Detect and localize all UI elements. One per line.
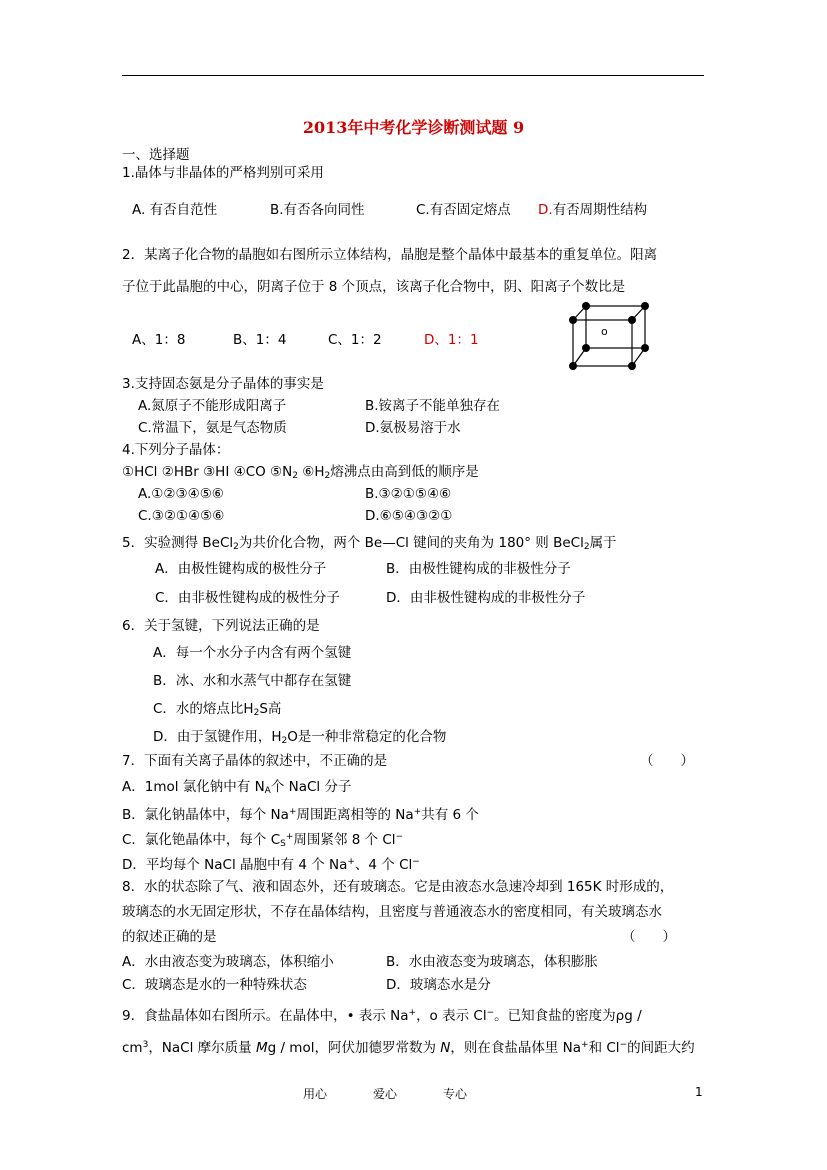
q6-option-c [153, 700, 281, 722]
q7-text: B．氯化钠晶体中，每个 Na [122, 807, 289, 823]
q5-option-c: C．由非极性键构成的极性分子 [155, 590, 340, 606]
q6-d-text: D．由于氢键作用，H [153, 729, 282, 745]
anion-vertex [641, 302, 649, 310]
q6-d-text: O是一种非常稳定的化合物 [287, 729, 447, 745]
q6-sub: 2 [253, 708, 260, 718]
section-heading: 一、选择题 [122, 147, 190, 163]
page-number: 1 [695, 1085, 703, 1099]
q7-option-c [122, 828, 403, 853]
q7-text: 个 NaCl 分子 [270, 779, 352, 795]
q8-line-2: 玻璃态的水无固定形状，不存在晶体结构，且密度与普通液态水的密度相同，有关玻璃态水 [122, 904, 662, 920]
q5-sub: 2 [233, 542, 239, 552]
q4-stem: 4.下列分子晶体： [122, 442, 230, 458]
q7-sup: − [395, 832, 404, 842]
q9-text: g / mol，阿伏加德罗常数为 [267, 1040, 441, 1056]
q4-option-c: C.③②①④⑤⑥ [138, 508, 225, 524]
q3-stem: 3.支持固态氨是分子晶体的事实是 [122, 376, 324, 392]
q6-option-d [153, 728, 446, 750]
q7-option-a [122, 778, 351, 800]
q5-option-d: D．由非极性键构成的非极性分子 [386, 590, 586, 606]
q7-text: 共有 6 个 [421, 807, 479, 823]
q7-option-b [122, 803, 479, 824]
q2-option-d: D、1：1 [424, 332, 479, 348]
q5-sub: 2 [583, 542, 590, 552]
q7-text: 周围紧邻 8 个 Cl [293, 832, 396, 848]
q5-text: 5．实验测得 BeCl [122, 535, 234, 551]
q9-text: ，NaCl 摩尔质量 [148, 1040, 256, 1056]
anion-vertex [628, 316, 636, 324]
q7-text: 、4 个 Cl [354, 857, 413, 873]
q8-option-c: C．玻璃态是水的一种特殊状态 [122, 977, 307, 993]
anion-vertex [582, 302, 590, 310]
q6-c-text: S高 [259, 701, 282, 717]
q9-sup: − [619, 1040, 628, 1050]
q5-stem [122, 534, 617, 556]
q4-option-d: D.⑥⑤④③②① [365, 508, 453, 524]
anion-vertex [582, 344, 590, 352]
q4-molecule-list [122, 463, 479, 485]
q7-text: 周围距离相等的 Na [296, 807, 414, 823]
q9-sup: − [486, 1008, 495, 1018]
q6-stem: 6．关于氢键，下列说法正确的是 [122, 618, 320, 634]
q9-line-1 [122, 1004, 642, 1025]
q9-text: 的间距大约 [627, 1040, 695, 1056]
q9-text: ，则在食盐晶体里 Na [450, 1040, 582, 1056]
q3-option-b: B.铵离子不能单独存在 [365, 398, 501, 414]
footer-text-c: 专心 [443, 1087, 468, 1101]
q8-option-a: A．水由液态变为玻璃态，体积缩小 [122, 954, 334, 970]
crystal-cell-diagram [560, 292, 656, 376]
q1-option-b: B.有否各向同性 [270, 202, 365, 218]
q2-line-2: 子位于此晶胞的中心，阴离子位于 8 个顶点，该离子化合物中，阴、阳离子个数比是 [122, 279, 626, 295]
q4-list-part: ①HCl ②HBr ③HI ④CO ⑤N [122, 464, 293, 480]
q4-sub: 2 [292, 471, 298, 481]
q1-option-d [538, 201, 647, 219]
q6-option-b: B．冰、水和水蒸气中都存在氢键 [153, 673, 352, 689]
q7-text: A．1mol 氯化钠中有 N [122, 779, 265, 795]
q5-option-b: B．由极性键构成的非极性分子 [386, 561, 571, 577]
page-title: 2013年中考化学诊断测试题 9 [302, 118, 525, 137]
q5-text: 为共价化合物，两个 Be—Cl 键间的夹角为 180° 则 BeCl [238, 535, 584, 551]
q3-option-a: A.氮原子不能形成阳离子 [138, 398, 287, 414]
q7-sup: + [347, 857, 355, 867]
q9-text: cm [122, 1040, 143, 1056]
q5-option-a: A．由极性键构成的极性分子 [155, 561, 327, 577]
q4-list-part: 熔沸点由高到低的顺序是 [330, 464, 479, 480]
footer-text-a: 用心 [303, 1087, 328, 1101]
q9-sup: + [581, 1040, 589, 1050]
q9-text: ，o 表示 Cl [416, 1008, 487, 1024]
q7-answer-blank: （ ） [640, 753, 694, 769]
q8-line-3: 的叙述正确的是 [122, 929, 217, 945]
q1-option-d-text: 有否周期性结构 [552, 202, 648, 218]
q3-option-d: D.氨极易溶于水 [365, 420, 461, 436]
q9-text: 和 Cl [588, 1040, 620, 1056]
q7-stem: 7．下面有关离子晶体的叙述中，不正确的是 [122, 753, 388, 769]
q8-option-b: B．水由液态变为玻璃态，体积膨胀 [386, 954, 598, 970]
q2-option-b: B、1：4 [233, 332, 287, 348]
q7-sub: S [280, 839, 286, 849]
anion-vertex [569, 316, 577, 324]
q1-answer-letter: D. [538, 202, 553, 218]
cation-center-label: o [601, 325, 608, 338]
q2-option-a: A、1：8 [132, 332, 186, 348]
footer-text-b: 爱心 [373, 1087, 398, 1101]
q8-option-d: D．玻璃态水是分 [386, 977, 491, 993]
q4-list-part: ⑥H [298, 464, 325, 480]
anion-vertex [569, 362, 577, 370]
q3-option-c: C.常温下，氨是气态物质 [138, 420, 287, 436]
q9-text: 。已知食盐的密度为ρg / [494, 1008, 642, 1024]
q4-option-b: B.③②①⑤④⑥ [365, 486, 452, 502]
q8-line-1: 8．水的状态除了气、液和固态外，还有玻璃态。它是由液态水急速冷却到 165K 时形成的， [122, 879, 674, 895]
q7-sub: A [264, 786, 271, 796]
q4-option-a: A.①②③④⑤⑥ [138, 486, 224, 502]
q9-sup: + [408, 1008, 417, 1018]
q7-sup: − [412, 857, 420, 867]
q1-stem: 1.晶体与非晶体的严格判别可采用 [122, 165, 324, 181]
q9-text: 9．食盐晶体如右图所示。在晶体中，• 表示 Na [122, 1008, 409, 1024]
q9-line-2 [122, 1036, 695, 1057]
anion-vertex [628, 362, 636, 370]
q8-answer-blank: （ ） [622, 929, 676, 945]
q1-option-c: C.有否固定熔点 [416, 202, 511, 218]
q5-text: 属于 [589, 535, 617, 551]
q9-var-M: M [255, 1040, 268, 1056]
q7-text: D．平均每个 NaCl 晶胞中有 4 个 Na [122, 857, 348, 873]
q9-sup: 3 [142, 1040, 149, 1050]
q6-c-text: C．水的熔点比H [153, 701, 254, 717]
q7-sup: + [288, 807, 297, 817]
header-rule [122, 75, 704, 76]
q2-line-1: 2．某离子化合物的晶胞如右图所示立体结构，晶胞是整个晶体中最基本的重复单位。阳离 [122, 247, 658, 263]
q1-option-a: A. 有否自范性 [132, 202, 218, 218]
q7-sup: + [413, 807, 422, 817]
q6-sub: 2 [281, 736, 288, 746]
q7-sup: + [285, 832, 294, 842]
anion-vertex [641, 344, 649, 352]
q7-option-d [122, 853, 420, 874]
q7-text: C．氯化铯晶体中，每个 C [122, 832, 281, 848]
q4-sub: 2 [324, 471, 331, 481]
cube-back-face [586, 306, 645, 348]
q2-option-c: C、1：2 [328, 332, 382, 348]
q9-var-N: N [440, 1040, 451, 1056]
q6-option-a: A．每一个水分子内含有两个氢键 [153, 645, 352, 661]
